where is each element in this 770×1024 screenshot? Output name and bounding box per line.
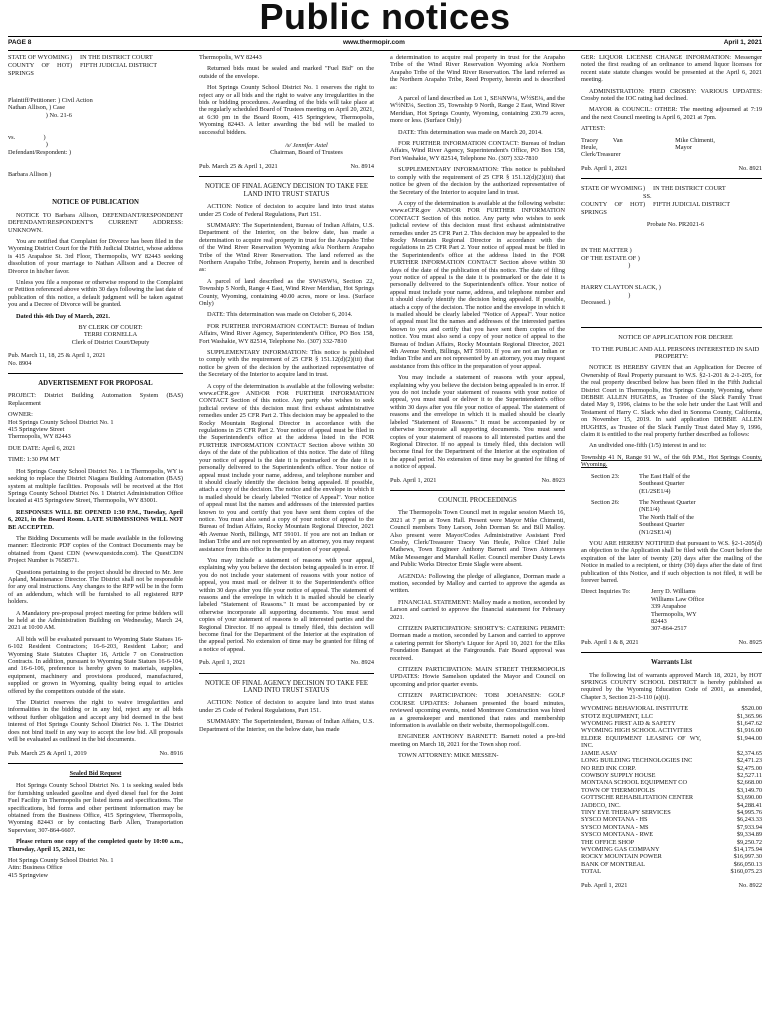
warrant-payee: NO RED INK CORP. xyxy=(581,764,636,772)
column-1 xyxy=(8,54,183,1020)
notice-paragraph: Hot Springs County School District No. 1 reserves the right to reject any or all bids and the right to waive any irregularities in the bids or bidding procedures. Awarding of the bids will take place at the regularly scheduled Board of Trustees meeting on April 20, 2021, at 6:30 pm in the Board Room, 415 Springview, Thermopolis, Wyoming 82443. A letter awarding the bid will be mailed to successful bidders. xyxy=(199,84,374,136)
warrant-amount: $1,647.62 xyxy=(736,720,762,728)
notice-paragraph: FOR FURTHER INFORMATION CONTACT: Bureau of Indian Affairs, Wind River Agency, Superintendent's Office, PO Box 158, Fort Washakie, WY 82514, Telephone No. (307) 332-7810 xyxy=(199,322,374,345)
warrant-payee: TOWN OF THERMOPOLIS xyxy=(581,786,655,794)
notice-paragraph: MAYOR & COUNCIL: OTHER: The meeting adjourned at 7:19 and the next Council meeting is April 6, 2021 at 7pm. xyxy=(581,106,762,121)
warrant-amount: $16,997.30 xyxy=(733,853,762,861)
council-signatures: Tracey Van Heule, Clerk/Treasurer Mike Chimenti, Mayor xyxy=(581,136,716,159)
warrant-row xyxy=(581,787,762,794)
notice-paragraph: RESPONSES WILL BE OPENED 1:30 P.M., Tuesday, April 6, 2021, in the Board Room. LATE SUBMISSIONS WILL NOT BE ACCEPTED. xyxy=(8,508,183,531)
warrant-payee: COWBOY SUPPLY HOUSE xyxy=(581,771,656,779)
warrant-amount: $2,527.11 xyxy=(737,771,762,779)
notice-title: Sealed Bid Request xyxy=(69,769,122,777)
notice-paragraph: CITIZEN PARTICIPATION: SHORTY'S: CATERING PERMIT: Dorman made a motion, seconded by Larson and carried to approve a catering permit for Shorty's Liquor for April 10, 2021 for the Elks Foundation Banquet at the Fairgrounds. Fair Board approval was received. xyxy=(390,625,565,662)
warrant-row xyxy=(581,868,762,875)
notice-paragraph: Please return one copy of the completed quote by 10:00 a.m., Thursday, April 15, 2021, to: xyxy=(8,838,183,853)
notice-paragraph: You are notified that Complaint for Divorce has been filed in the Wyoming District Court for the Fifth Judicial District, whose address is 415 Arapahoe St. 3rd Floor, Thermopolis, WY 82443 seeking dissolution of your marriage to Nathan Allison and a Decree of Divorce in his/her favor. xyxy=(8,237,183,275)
divider xyxy=(581,327,762,328)
divider xyxy=(581,178,762,179)
notice-paragraph: Questions pertaining to the project should be directed to Mr. Jere Apland, Maintenance Director. The District shall not be responsible for any oral instructions. Any changes to the RFP will be in the form of an addendum, which will be furnished to all registered RFP holders. xyxy=(8,568,183,606)
notice-paragraph: NOTICE IS HEREBY GIVEN that an Application for Decree of Ownership of Real Property pursuant to W.S. §2-1-201 & 2-1-205, for the real property described below has been filed in the Fifth Judicial District Court in Thermopolis, Hot Springs County, Wyoming, where DEBBIE ALLEN HUGHES, as Trustee of the Slack Family Trust dated May 9, 1996, claims to be the sole heir under the Last Will and Testament of Harry C. Slack who died in Sonoma County, California, on November 15, 2019. In said application DEBBIE ALLEN HUGHES, as Trustee of the Slack Family Trust dated May 9, 1996, claim it is entitled to the real property further described as follows: xyxy=(581,364,762,439)
notice-paragraph: Hot Springs County School District No. 1 in Thermopolis, WY is seeking to replace the District Niagara Building Automation (BAS) system at multiple facilities. Proposals will be received at the Hot Springs County School District No. 1 District Administration Office located at 415 Springview Street, Thermopolis, WY 83001. xyxy=(8,467,183,505)
notice-title: COUNCIL PROCEEDINGS xyxy=(438,496,517,504)
notice-paragraph: The Bidding Documents will be made available in the following manner: Electronic PDF copies of the Contract Documents may be obtained from Quest CDN (www.questcdn.com). The QuestCDN Project Number is 7658571. xyxy=(8,534,183,565)
warrant-row xyxy=(581,846,762,853)
warrant-payee: STOTZ EQUIPMENT, LLC xyxy=(581,712,654,720)
notice-paragraph: DATE: This determination was made on October 6, 2014. xyxy=(207,311,353,319)
notice-paragraph: ENGINEER ANTHONY BARNETT: Barnett noted a pre-bid meeting on March 18, 2021 for the Town shop roof. xyxy=(390,733,565,748)
column-3 xyxy=(390,54,565,1020)
divider xyxy=(199,176,374,177)
notice-title: NOTICE OF FINAL AGENCY DECISION TO TAKE FEE LAND INTO TRUST STATUS xyxy=(204,679,369,695)
warrant-row xyxy=(581,735,762,750)
warrant-row xyxy=(581,757,762,764)
warrant-row xyxy=(581,765,762,772)
inquiries: Direct Inquiries To: Jerry D. Williams Williams Law Office 339 Arapahoe Thermopolis, WY 82443 307-864-2517 xyxy=(581,588,705,633)
warrant-row xyxy=(581,861,762,868)
owner-block: OWNER: Hot Springs County School District No. 1 415 Springview Street Thermopolis, WY 82443 xyxy=(8,411,114,441)
warrant-payee: BANK OF MONTREAL xyxy=(581,860,646,868)
warrants-list xyxy=(581,705,762,875)
warrant-amount: $1,916.00 xyxy=(736,727,762,735)
notice-paragraph: The District reserves the right to waive irregularities and informalities in the bidding or in any bid, reject any or all bids without further obligation and accept any bid deemed in the best interest of Hot Springs County School District No. 1. The District does not bind itself in any way to accept the low bid. All proposals will be evaluated as outlined in the bid documents. xyxy=(8,699,183,744)
notice-paragraph: SUPPLEMENTARY INFORMATION: This notice is published to comply with the requirement of 25 CFR § 151.12(d)(2)(iii) that notice be given of the decision by the authorized representative of the Secretary of the Interior to acquire land in trust. xyxy=(390,166,565,196)
warrant-row xyxy=(581,727,762,734)
warrant-amount: $14,175.94 xyxy=(733,845,762,853)
website-link[interactable]: www.thermopir.com xyxy=(343,39,405,46)
publication-line: Pub. April 1 & 8, 2021 No. 8925 xyxy=(581,638,762,646)
warrant-row xyxy=(581,713,762,720)
warrant-payee: SYSCO MONTANA - MS xyxy=(581,823,649,831)
notice-paragraph: An undivided one-fifth (1/5) interest in and to: xyxy=(589,442,707,450)
probate-number: Probate No. PR2021-6 xyxy=(646,220,705,228)
notice-paragraph: ADMINISTRATION: FRED CROSBY: VARIOUS UPDATES: Crosby noted the IOC rating had declined. xyxy=(581,87,762,103)
warrant-row xyxy=(581,853,762,860)
case-parties: Plaintiff/Petitioner: ) Civil Action Nathan Allison, ) Case ) No. 21-6 vs. ) ) Defendant/Respondent: ) Barbara Allison ) xyxy=(8,97,93,179)
warrant-amount: $66,050.13 xyxy=(733,860,762,868)
warrant-amount: $4,288.41 xyxy=(736,801,762,809)
warrant-row xyxy=(581,772,762,779)
warrant-payee: TINY EYE THERAPY SERVICES xyxy=(581,808,671,816)
warrant-payee: WYOMING HIGH SCHOOL ACTIVITIES xyxy=(581,727,693,735)
publication-line: Pub. April 1, 2021 No. 8924 xyxy=(199,659,374,667)
township-line: Township 41 N, Range 91 W., of the 6th P.M., Hot Springs County, Wyoming. xyxy=(581,453,762,469)
divider xyxy=(8,763,183,764)
estate-caption: IN THE MATTER ) OF THE ESTATE OF ) ) HARRY CLAYTON SLACK, ) ) Deceased. ) xyxy=(581,247,661,306)
warrant-row xyxy=(581,705,762,712)
notice-paragraph: GER: LIQUOR LICENSE CHANGE INFORMATION: Messenger noted the first reading of an ordinance to amend liquor licenses for recent state statute changes would be presented at the April 6, 2021 meeting. xyxy=(581,54,762,84)
warrant-payee: ELDER EQUIPMENT LEASING OF WY, INC. xyxy=(581,734,701,750)
warrant-payee: SYSCO MONTANA - HS xyxy=(581,816,648,824)
warrant-row xyxy=(581,824,762,831)
publication-line: Pub. March 11, 18, 25 & April 1, 2021 No. 8904 xyxy=(8,352,106,367)
issue-date: April 1, 2021 xyxy=(723,39,762,46)
notice-paragraph: You may include a statement of reasons with your appeal, explaining why you believe the decision being appealed is in error. If you do not include your statement of reasons with your notice of appeal, you must mail or deliver it to the Superintendent's office within 30 days after you file your notice of appeal. The statement of reasons and the envelope in which it is mailed should be clearly labeled "Statement of Reasons." It must be accompanied by or otherwise incorporate all supporting documents. You must send copies of your statement of reasons to all interested parties and the Regional Director. If no appeal is timely filed, this decision will become final for the Department of the Interior at the expiration of the appeal period. No extension of time may be granted for filing of a notice of appeal. xyxy=(390,374,565,471)
warrant-payee: JADECO, INC. xyxy=(581,801,621,809)
warrant-payee: SYSCO MONTANA - RWE xyxy=(581,831,654,839)
publication-line: Pub. April 1, 2021 No. 8923 xyxy=(390,476,565,484)
notice-paragraph: FINANCIAL STATEMENT: Malloy made a motion, seconded by Larson and carried to approve the financial statement for February 2021. xyxy=(390,598,565,621)
notice-paragraph: The Thermopolis Town Council met in regular session March 16, 2021 at 7 pm at Town Hall. Present were Mayor Mike Chimenti, Council members Tony Larson, John Dorman Sr. and Bill Malloy. Also present were Mayor/Codes Administrative Assistant Fred Crosby, Clerk/Treasurer Tracey Van Heule, Police Chief Julie Mathews, Town Engineer Anthony Barnett and Town Attorneys Mike Messenger and Marshall Keller. Council member Dusty Lewis and Public Works Director Ernie Slagle were absent. xyxy=(390,509,565,569)
notice-subtitle: TO THE PUBLIC AND ALL PERSONS INTERESTED IN SAID PROPERTY: xyxy=(591,345,760,360)
divider xyxy=(581,652,762,653)
due-time: TIME: 1:30 PM MT xyxy=(8,456,60,464)
notice-paragraph: All bids will be evaluated pursuant to Wyoming State Statues 16-6-102 Resident Contractors; 16-6-203, Resident Labor; and Wyoming State Statutes Chapter 16, Article 7 on Construction Contracts. In addition, pursuant to Wyoming State Statues 16-6-104, and 16-6-106, preference is hereby given to materials, supplies, equipment, machinery and provisions produced, manufactured, supplied or grown in Wyoming, quality being equal to articles offered by the competitors outside of the state. xyxy=(8,635,183,695)
warrant-amount: $4,995.76 xyxy=(736,808,762,816)
warrant-row xyxy=(581,750,762,757)
publication-line: Pub. April 1, 2021 No. 8921 xyxy=(581,164,762,172)
warrant-row xyxy=(581,839,762,846)
notice-paragraph: DATE: This determination was made on March 20, 2014. xyxy=(398,128,543,136)
masthead xyxy=(0,0,770,37)
return-address: Thermopolis, WY 82443 xyxy=(199,54,262,61)
warrant-amount: $2,475.00 xyxy=(736,764,762,772)
warrant-payee: MONTANA SCHOOL EQUIPMENT CO xyxy=(581,779,688,787)
notice-paragraph: YOU ARE HEREBY NOTIFIED that pursuant to W.S. §2-1-205(d) an objection to the Application shall be filed with the Court before the expiration of the later of twenty (20) days after the mailing of the Notice in mailed to a recipient, or thirty (30) days after the date of first publication of this Notice, and if such objection is not filed, it will be forever barred. xyxy=(581,539,762,584)
warrant-amount: $2,374.65 xyxy=(736,749,762,757)
notice-paragraph: SUMMARY: The Superintendent, Bureau of Indian Affairs, U.S. Department of the Interior, on the below date, has made xyxy=(199,718,374,733)
warrant-payee: WYOMING BEHAVIORAL INSTITUTE xyxy=(581,705,689,713)
warrant-payee: LONG BUILDING TECHNOLOGIES INC xyxy=(581,757,693,765)
notice-paragraph: A parcel of land described as Lot 1, SE¼NW¼, W½SE¼, and the W½NE¼, Section 35, Township 9 North, Range 2 East, Wind River Meridian, Hot Springs County, Wyoming, containing 230.79 acres, more or less. (Surface Only) xyxy=(390,95,565,125)
warrant-amount: $7,933.94 xyxy=(736,823,762,831)
notice-title: Warrants List xyxy=(651,659,692,667)
notice-paragraph: Hot Springs County School District No. 1 is seeking sealed bids for furnishing unleaded gasoline and dyed diesel fuel for the Joint Fuel Facility in Thermopolis per listed items and specifications. The specifications, bid forms and other pertinent information may be obtained from the Business Office, 415 Springview, Thermopolis, Wyoming 82443 or by contacting Barb Allen, Transportation Supervisor, 307-864-6607. xyxy=(8,782,183,834)
notice-title: ADVERTISEMENT FOR PROPOSAL xyxy=(38,380,153,388)
notice-paragraph: SUPPLEMENTARY INFORMATION: This notice is published to comply with the requirement of 25 CFR § 151.12(d)(2)(iii) that notice be given of the decision by the authorized representative of the Secretary of the Interior to acquire land in trust. xyxy=(199,349,374,379)
warrant-row xyxy=(581,802,762,809)
warrant-row xyxy=(581,779,762,786)
warrant-payee: WYOMING GAS COMPANY xyxy=(581,845,660,853)
notice-paragraph: CITIZEN PARTICIPATION: TOBI JOHANSEN: GOLF COURSE UPDATES: Johansen presented the board minutes, reviewed upcoming events, noted Montmore Construction was hired as a greenskeeper and mentioned that rates and membership information is available on their website, thermopolisgolf.com. xyxy=(390,692,565,729)
due-date: DUE DATE: April 6, 2021 xyxy=(8,444,76,452)
page-header-line xyxy=(8,38,762,49)
notice-paragraph: The following list of warrants approved March 18, 2021, by HOT SPRINGS COUNTY SCHOOL DISTRICT is hereby published as required by the Wyoming Education Code of 2001, as amended, Chapter 3, Section 21-3-110 (a)(ii). xyxy=(581,671,762,701)
notice-title: NOTICE OF PUBLICATION xyxy=(52,199,139,207)
publication-line: Pub. April 1, 2021 No. 8922 xyxy=(581,881,762,889)
warrant-amount: $3,149.70 xyxy=(736,786,762,794)
warrant-amount: $3,690.00 xyxy=(736,794,762,802)
column-2 xyxy=(199,54,374,1020)
attest-label: ATTEST: xyxy=(581,125,606,133)
page-number: PAGE 8 xyxy=(8,39,32,46)
notice-paragraph: FOR FURTHER INFORMATION CONTACT: Bureau of Indian Affairs, Wind River Agency, Superintendent's Office, PO Box 158, Fort Washakie, WY 82514, Telephone No. (307) 332-7810 xyxy=(390,140,565,162)
notice-paragraph: CITIZEN PARTICIPATION: MAIN STREET THERMOPOLIS UPDATES: Howie Samelson updated the Mayor and Council on upcoming and prior quarter events. xyxy=(390,666,565,688)
project-line: PROJECT: District Building Automation System (BAS) Replacement xyxy=(8,392,183,407)
notice-paragraph: You may include a statement of reasons with your appeal, explaining why you believe the decision being appealed is in error. If you do not include your statement of reasons with your notice of appeal, you must mail or deliver it to the Superintendent's office within 30 days after you file your notice of appeal. The statement of reasons and the envelope in which it is mailed should be clearly labeled "Statement of Reasons." It must be accompanied by or otherwise incorporate all supporting documents. You must send copies of your statement of reasons to all interested parties and the Regional Director. If no appeal is timely filed, this decision will become final for the Department of the Interior at the expiration of the appeal period. No extension of time may be granted for filing of a notice of appeal. xyxy=(199,556,374,653)
court-caption-row: COUNTY OF HOT SPRINGS ) FIFTH JUDICIAL DISTRICT xyxy=(581,201,731,216)
warrant-payee: TOTAL xyxy=(581,868,602,876)
warrant-row xyxy=(581,720,762,727)
dated-line: Dated this 4th Day of March, 2021. xyxy=(16,312,110,320)
publication-line: Pub. March 25 & April 1, 2021 No. 8914 xyxy=(199,162,374,170)
notice-paragraph: NOTICE TO Barbara Allison, DEFENDANT/RESPONDENT DEFENDANT/RESPONDENT'S CURRENT ADDRESS: UNKNOWN. xyxy=(8,211,183,234)
warrant-amount: $9,334.89 xyxy=(736,831,762,839)
notice-paragraph: a determination to acquire real property in trust for the Arapaho Tribe of the Wind River Reservation Wyoming a/k/a Northern Arapaho Tribe of the Wind River Reservation. The land referred as the Northern Arapaho Tribe, Reed Property, herein and is described as: xyxy=(390,54,565,91)
warrant-amount: $9,250.72 xyxy=(736,838,762,846)
return-address: Hot Springs County School District No. 1 Attn: Business Office 415 Springview xyxy=(8,856,114,879)
warrant-amount: $2,471.23 xyxy=(736,757,762,765)
warrant-payee: THE OFFICE SHOP xyxy=(581,838,635,846)
notice-paragraph: ACTION: Notice of decision to acquire land into trust status under 25 Code of Federal Regulations, Part 151. xyxy=(199,699,374,714)
notice-title: NOTICE OF FINAL AGENCY DECISION TO TAKE FEE LAND INTO TRUST STATUS xyxy=(204,183,369,198)
warrant-row xyxy=(581,794,762,801)
sub-rule xyxy=(8,50,762,51)
warrant-amount: $6,243.33 xyxy=(736,816,762,824)
masthead-title: Public notices xyxy=(259,0,511,37)
warrant-amount: $1,365.96 xyxy=(736,712,762,720)
divider xyxy=(8,373,183,374)
section-23: Section 23: The East Half of the Southeast Quarter (E1/2SE1/4) xyxy=(591,472,691,495)
notice-paragraph: A parcel of land described as the SW¼SW¼, Section 22, Township 5 North, Range 4 East, Wind River Meridian, Hot Springs County, Wyoming, containing 40.00 acres, more or less. (Surface Only) xyxy=(199,277,374,307)
court-caption-row: COUNTY OF HOT SPRINGS ) FIFTH JUDICIAL DISTRICT xyxy=(8,62,158,77)
section-26: Section 26: The Northeast Quarter (NE1/4) The North Half of the Southeast Quarter (N1/2SE1/4) xyxy=(591,498,696,536)
notice-paragraph: Unless you file a response or otherwise respond to the Complaint or Petition referenced above within 30 days following the last date of publication of this notice, a default judgment will be taken against you and a Decree of Divorce will be granted. xyxy=(8,278,183,309)
notice-paragraph: ACTION: Notice of decision to acquire land into trust status under 25 Code of Federal Regulations, Part 151. xyxy=(199,203,374,218)
court-caption-row: STATE OF WYOMING ) SS. IN THE DISTRICT COURT xyxy=(581,185,726,200)
warrant-amount: $520.00 xyxy=(741,705,762,713)
warrant-payee: GOTTSCHE REHABILITATION CENTER xyxy=(581,794,694,802)
warrant-payee: WYOMING FIRST AID & SAFETY xyxy=(581,720,676,728)
notice-paragraph: A copy of the determination is available at the following website: www.eCFR.gov AND/OR FOR FURTHER INFORMATION CONTACT Section of this notice. Any party who wishes to seek judicial review of this decision must first exhaust administrative remedies under 25 CFR Part 2. This decision may be appealed to the Rocky Mountain Regional Director in accordance with the regulations in 25 CFR Part 2. Your notice of appeal must be filed in the Superintendent's office at the address listed in the FOR FURTHER INFORMATION CONTACT Section above within 30 days of the date of the publication of this notice. The date of filing your notice of appeal is the date it is postmarked or the date it is personally delivered to the Superintendent's office. Your notice of appeal must include your name, address, and telephone number and it should clearly identify the decision being appealed. If possible, attach a copy of the decision. The notice and the envelope in which it is mailed should be clearly labeled "Notice of Appeal". Your notice of appeal must list the names and addresses of the interested parties known to you and certify that you have sent them copies of the notice. You must also send a copy of your notice of appeal to the Bureau of Indian Affairs, Rocky Mountain Regional Director, 2021 4th Avenue North, Billings, MT 59101. If you are not an Indian or Indian Tribe and are not represented by an attorney, you may request assistance from this office in the preparation of your appeal. xyxy=(199,382,374,553)
warrant-payee: ROCKY MOUNTAIN POWER xyxy=(581,853,662,861)
notice-title: NOTICE OF APPLICATION FOR DECREE xyxy=(618,334,733,342)
warrant-amount: $1,944.00 xyxy=(736,734,762,742)
warrant-row xyxy=(581,831,762,838)
divider xyxy=(199,673,374,674)
publication-line: Pub. March 25 & April 1, 2019 No. 8916 xyxy=(8,749,183,757)
notice-paragraph: AGENDA: Following the pledge of allegiance, Dorman made a motion, seconded by Malloy and carried to approve the agenda as written. xyxy=(390,572,565,595)
notice-paragraph: SUMMARY: The Superintendent, Bureau of Indian Affairs, U.S. Department of the Interior, on the below date, has made a determination to acquire real property in trust for the Arapaho Tribe of the Wind River Reservation Wyoming a/k/a Northern Arapaho Tribe of the Wind River Reservation. The land referred as the Northern Arapaho Tribe, Johnson Property, herein and is described as: xyxy=(199,221,374,274)
warrant-payee: JAMIE ASAY xyxy=(581,749,618,757)
warrant-amount: $160,075.23 xyxy=(730,868,762,876)
notice-paragraph: TOWN ATTORNEY: MIKE MESSEN- xyxy=(398,752,499,760)
warrant-row xyxy=(581,809,762,816)
notice-paragraph: A copy of the determination is available at the following website: www.eCFR.gov AND/OR FOR FURTHER INFORMATION CONTACT Section of this notice. Any party who wishes to seek judicial review of this decision must first exhaust administrative remedies under 25 CFR Part 2. This decision may be appealed to the Rocky Mountain Regional Director in accordance with the regulations in 25 CFR Part 2. Your notice of appeal must be filed in the Superintendent's office at the address listed in the FOR FURTHER INFORMATION CONTACT Section above within 30 days of the date of the publication of this notice. The date of filing your notice of appeal is the date it is postmarked or the date it is personally delivered to the Superintendent's office. Your notice of appeal must include your name, address, and telephone number and it should clearly identify the decision being appealed. If possible, attach a copy of the decision. The notice and the envelope in which it is mailed should be clearly labeled "Notice of Appeal". Your notice of appeal must list the names and addresses of the interested parties known to you and certify that you have sent them copies of the notice. You must also send a copy of your notice of appeal to the Bureau of Indian Affairs, Rocky Mountain Regional Director, 2021 4th Avenue North, Billings, MT 59101. If you are not an Indian or Indian Tribe and are not represented by an attorney, you may request assistance from this office in the preparation of your appeal. xyxy=(390,199,565,370)
warrant-row xyxy=(581,816,762,823)
column-4 xyxy=(581,54,762,1020)
board-signature: /s/ Jennifer Axtel Chairman, Board of Trustees xyxy=(270,142,343,157)
court-caption-row: STATE OF WYOMING ) IN THE DISTRICT COURT xyxy=(8,54,153,61)
top-rule xyxy=(8,36,762,37)
divider xyxy=(390,490,565,491)
notice-paragraph: Returned bids must be sealed and marked "Fuel Bid" on the outside of the envelope. xyxy=(199,65,374,80)
clerk-signature: BY CLERK OF COURT: TERRI CORNELLA Clerk of District Court/Deputy xyxy=(71,324,150,346)
warrant-amount: $2,668.00 xyxy=(736,779,762,787)
notice-paragraph: A Mandatory pre-proposal project meeting for prime bidders will be held at the Administration Building on Wednesday, March 24, 2021 at 10:00 AM. xyxy=(8,609,183,632)
